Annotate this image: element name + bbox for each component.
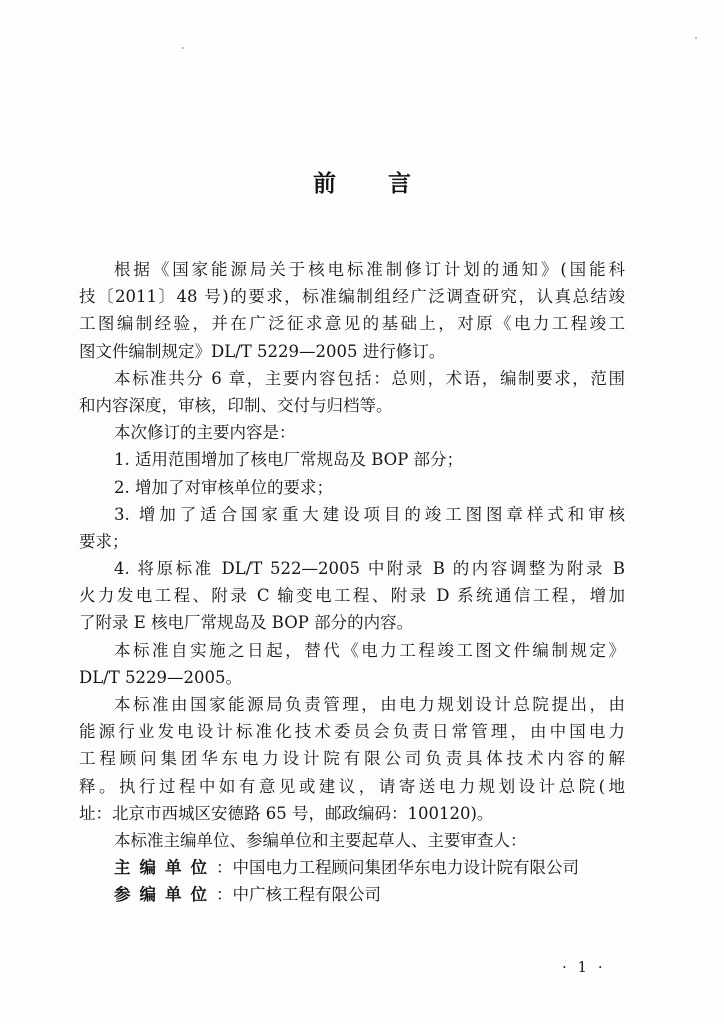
text-line: 3. 增加了适合国家重大建设项目的竣工图图章样式和审核 bbox=[114, 504, 625, 524]
text-line: 和内容深度，审核，印制、交付与归档等。 bbox=[79, 395, 393, 415]
text-line: 本标准自实施之日起，替代《电力工程竣工图文件编制规定》 bbox=[114, 640, 625, 660]
unit-label: 参编单位 bbox=[114, 885, 216, 905]
unit-line bbox=[79, 854, 625, 881]
page-title: 前言 bbox=[313, 171, 463, 197]
text-line: 技〔2011〕48 号)的要求，标准编制组经广泛调查研究，认真总结竣 bbox=[79, 287, 625, 307]
text-line: 本标准由国家能源局负责管理，由电力规划设计总院提出，由 bbox=[114, 695, 625, 714]
text-line: 工图编制经验，并在广泛征求意见的基础上，对原《电力工程竣工 bbox=[79, 314, 625, 334]
text-line: 4. 将原标准 DL/T 522—2005 中附录 B 的内容调整为附录 B bbox=[114, 559, 625, 579]
text-line: 本次修订的主要内容是： bbox=[114, 423, 296, 443]
unit-value: ：中国电力工程顾问集团华东电力设计院有限公司 bbox=[216, 858, 579, 878]
text-line: 2. 增加了对审核单位的要求； bbox=[114, 477, 333, 497]
unit-line bbox=[79, 881, 625, 908]
text-line: 释。执行过程中如有意见或建议，请寄送电力规划设计总院(地 bbox=[79, 776, 625, 796]
page-number: · 1 · bbox=[562, 958, 606, 976]
text-line: 本标准主编单位、参编单位和主要起草人、主要审查人： bbox=[114, 830, 527, 850]
text-line: 了附录 E 核电厂常规岛及 BOP 部分的内容。 bbox=[79, 613, 414, 633]
text-line: DL/T 5229—2005。 bbox=[79, 667, 242, 687]
text-line: 工程顾问集团华东电力设计院有限公司负责具体技术内容的解 bbox=[79, 749, 625, 769]
text-line: 1. 适用范围增加了核电厂常规岛及 BOP 部分； bbox=[114, 450, 464, 470]
text-line: 本标准共分 6 章，主要内容包括：总则，术语，编制要求，范围 bbox=[114, 368, 625, 388]
scan-speck bbox=[182, 47, 184, 49]
scan-speck bbox=[695, 37, 697, 39]
text-line: 址：北京市西城区安德路 65 号，邮政编码：100120)。 bbox=[79, 803, 494, 823]
text-line: 火力发电工程、附录 C 输变电工程、附录 D 系统通信工程，增加 bbox=[79, 586, 625, 606]
preface-body bbox=[79, 256, 625, 909]
unit-label: 主编单位 bbox=[114, 858, 216, 878]
text-line: 能源行业发电设计标准化技术委员会负责日常管理，由中国电力 bbox=[79, 722, 625, 742]
text-line: 图文件编制规定》DL/T 5229—2005 进行修订。 bbox=[79, 341, 446, 361]
unit-value: ：中广核工程有限公司 bbox=[216, 885, 381, 905]
text-line: 要求； bbox=[79, 531, 129, 551]
text-line: 根据《国家能源局关于核电标准制修订计划的通知》(国能科 bbox=[114, 260, 625, 279]
